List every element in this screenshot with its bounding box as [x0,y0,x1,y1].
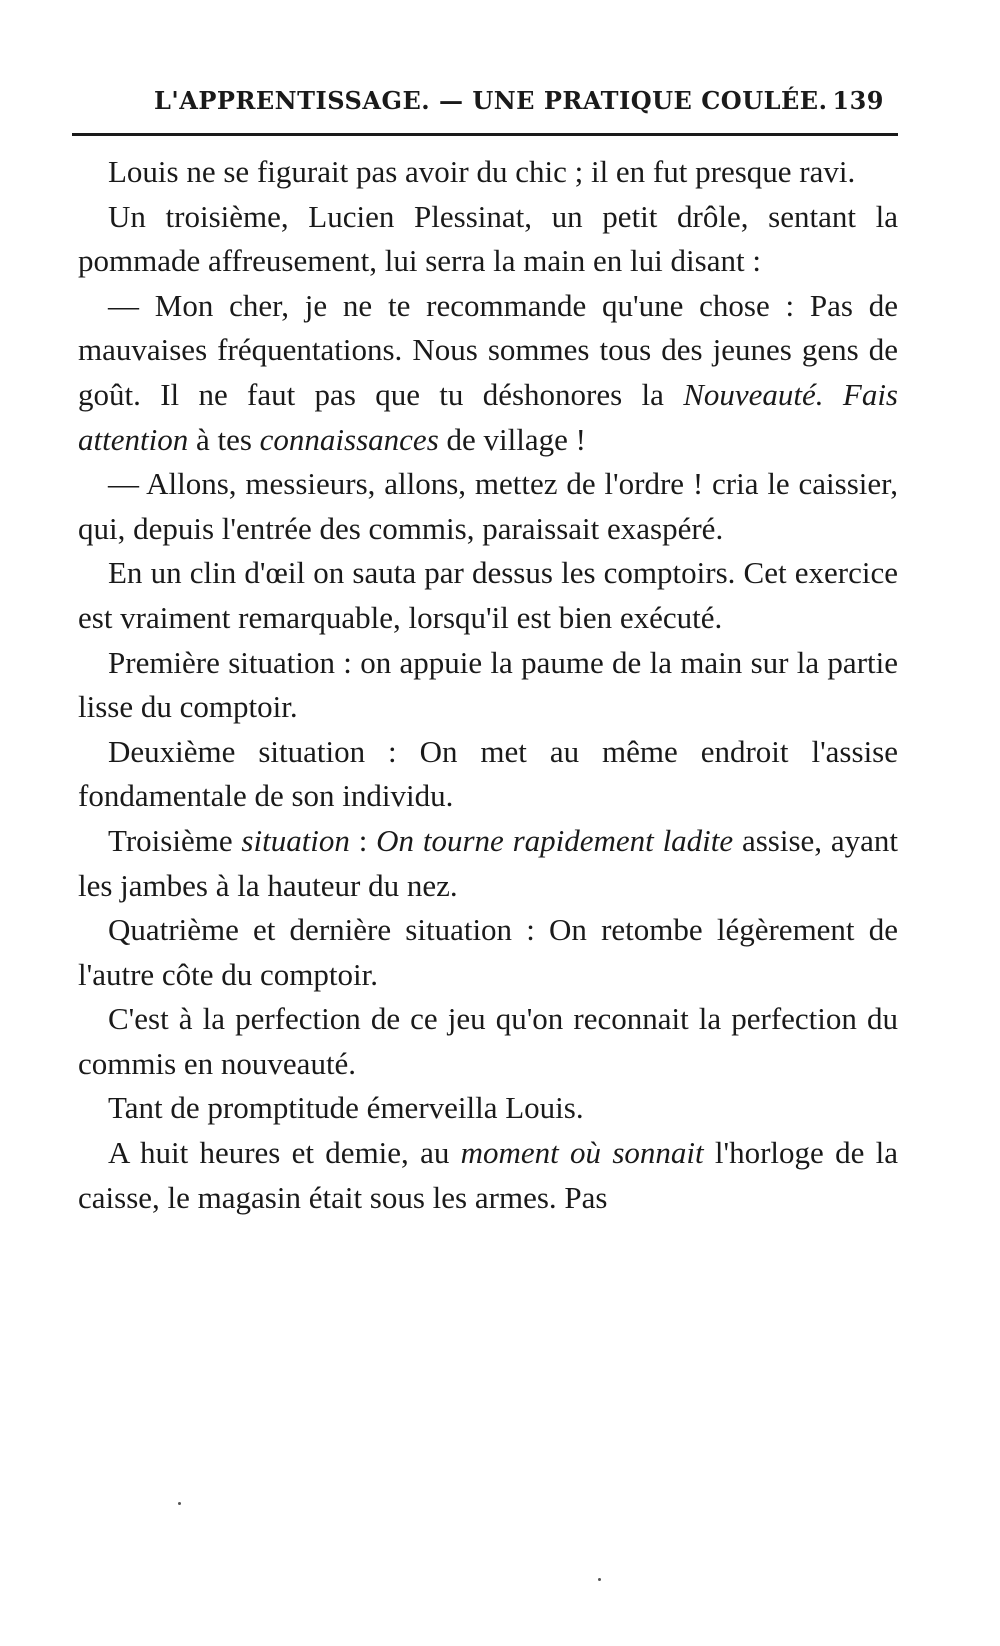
paragraph: Deuxième situation : On met au même endroit l'assise fondamentale de son individu. [78,733,898,814]
running-title: L'APPRENTISSAGE. — UNE PRATIQUE COULÉE. [154,86,828,115]
paragraph: — Mon cher, je ne te recommande qu'une chose : Pas de mauvaises fréquentations. Nous sommes tous des jeunes gens de goût. Il ne faut pas que tu déshonores la Nouveauté. Fais attention à tes connaissances de village ! [78,287,898,457]
paragraph: Un troisième, Lucien Plessinat, un petit drôle, sentant la pommade affreusement, lui serra la main en lui disant : [78,198,898,279]
page-number: 139 [832,86,884,115]
paragraph: A huit heures et demie, au moment où sonnait l'horloge de la caisse, le magasin était sous les armes. Pas [78,1135,898,1215]
paragraph: Quatrième et dernière situation : On retombe légèrement de l'autre côte du comptoir. [78,912,898,992]
paragraph: C'est à la perfection de ce jeu qu'on reconnait la perfection du commis en nouveauté. [78,1001,898,1081]
print-speck [178,1502,181,1505]
paragraph: — Allons, messieurs, allons, mettez de l'ordre ! cria le caissier, qui, depuis l'entrée des commis, paraissait exaspéré. [78,466,898,546]
paragraph: Première situation : on appuie la paume de la main sur la partie lisse du comptoir. [78,644,898,725]
body-text [78,150,898,1220]
running-header [78,86,898,126]
print-speck [598,1578,601,1581]
paragraph: Troisième situation : On tourne rapidement ladite assise, ayant les jambes à la hauteur du nez. [78,822,898,903]
paragraph: En un clin d'œil on sauta par dessus les comptoirs. Cet exercice est vraiment remarquable, lorsqu'il est bien exécuté. [78,555,898,635]
paragraph: Louis ne se figurait pas avoir du chic ; il en fut presque ravi. [108,154,856,189]
header-rule [72,133,898,136]
paragraph: Tant de promptitude émerveilla Louis. [108,1090,584,1126]
